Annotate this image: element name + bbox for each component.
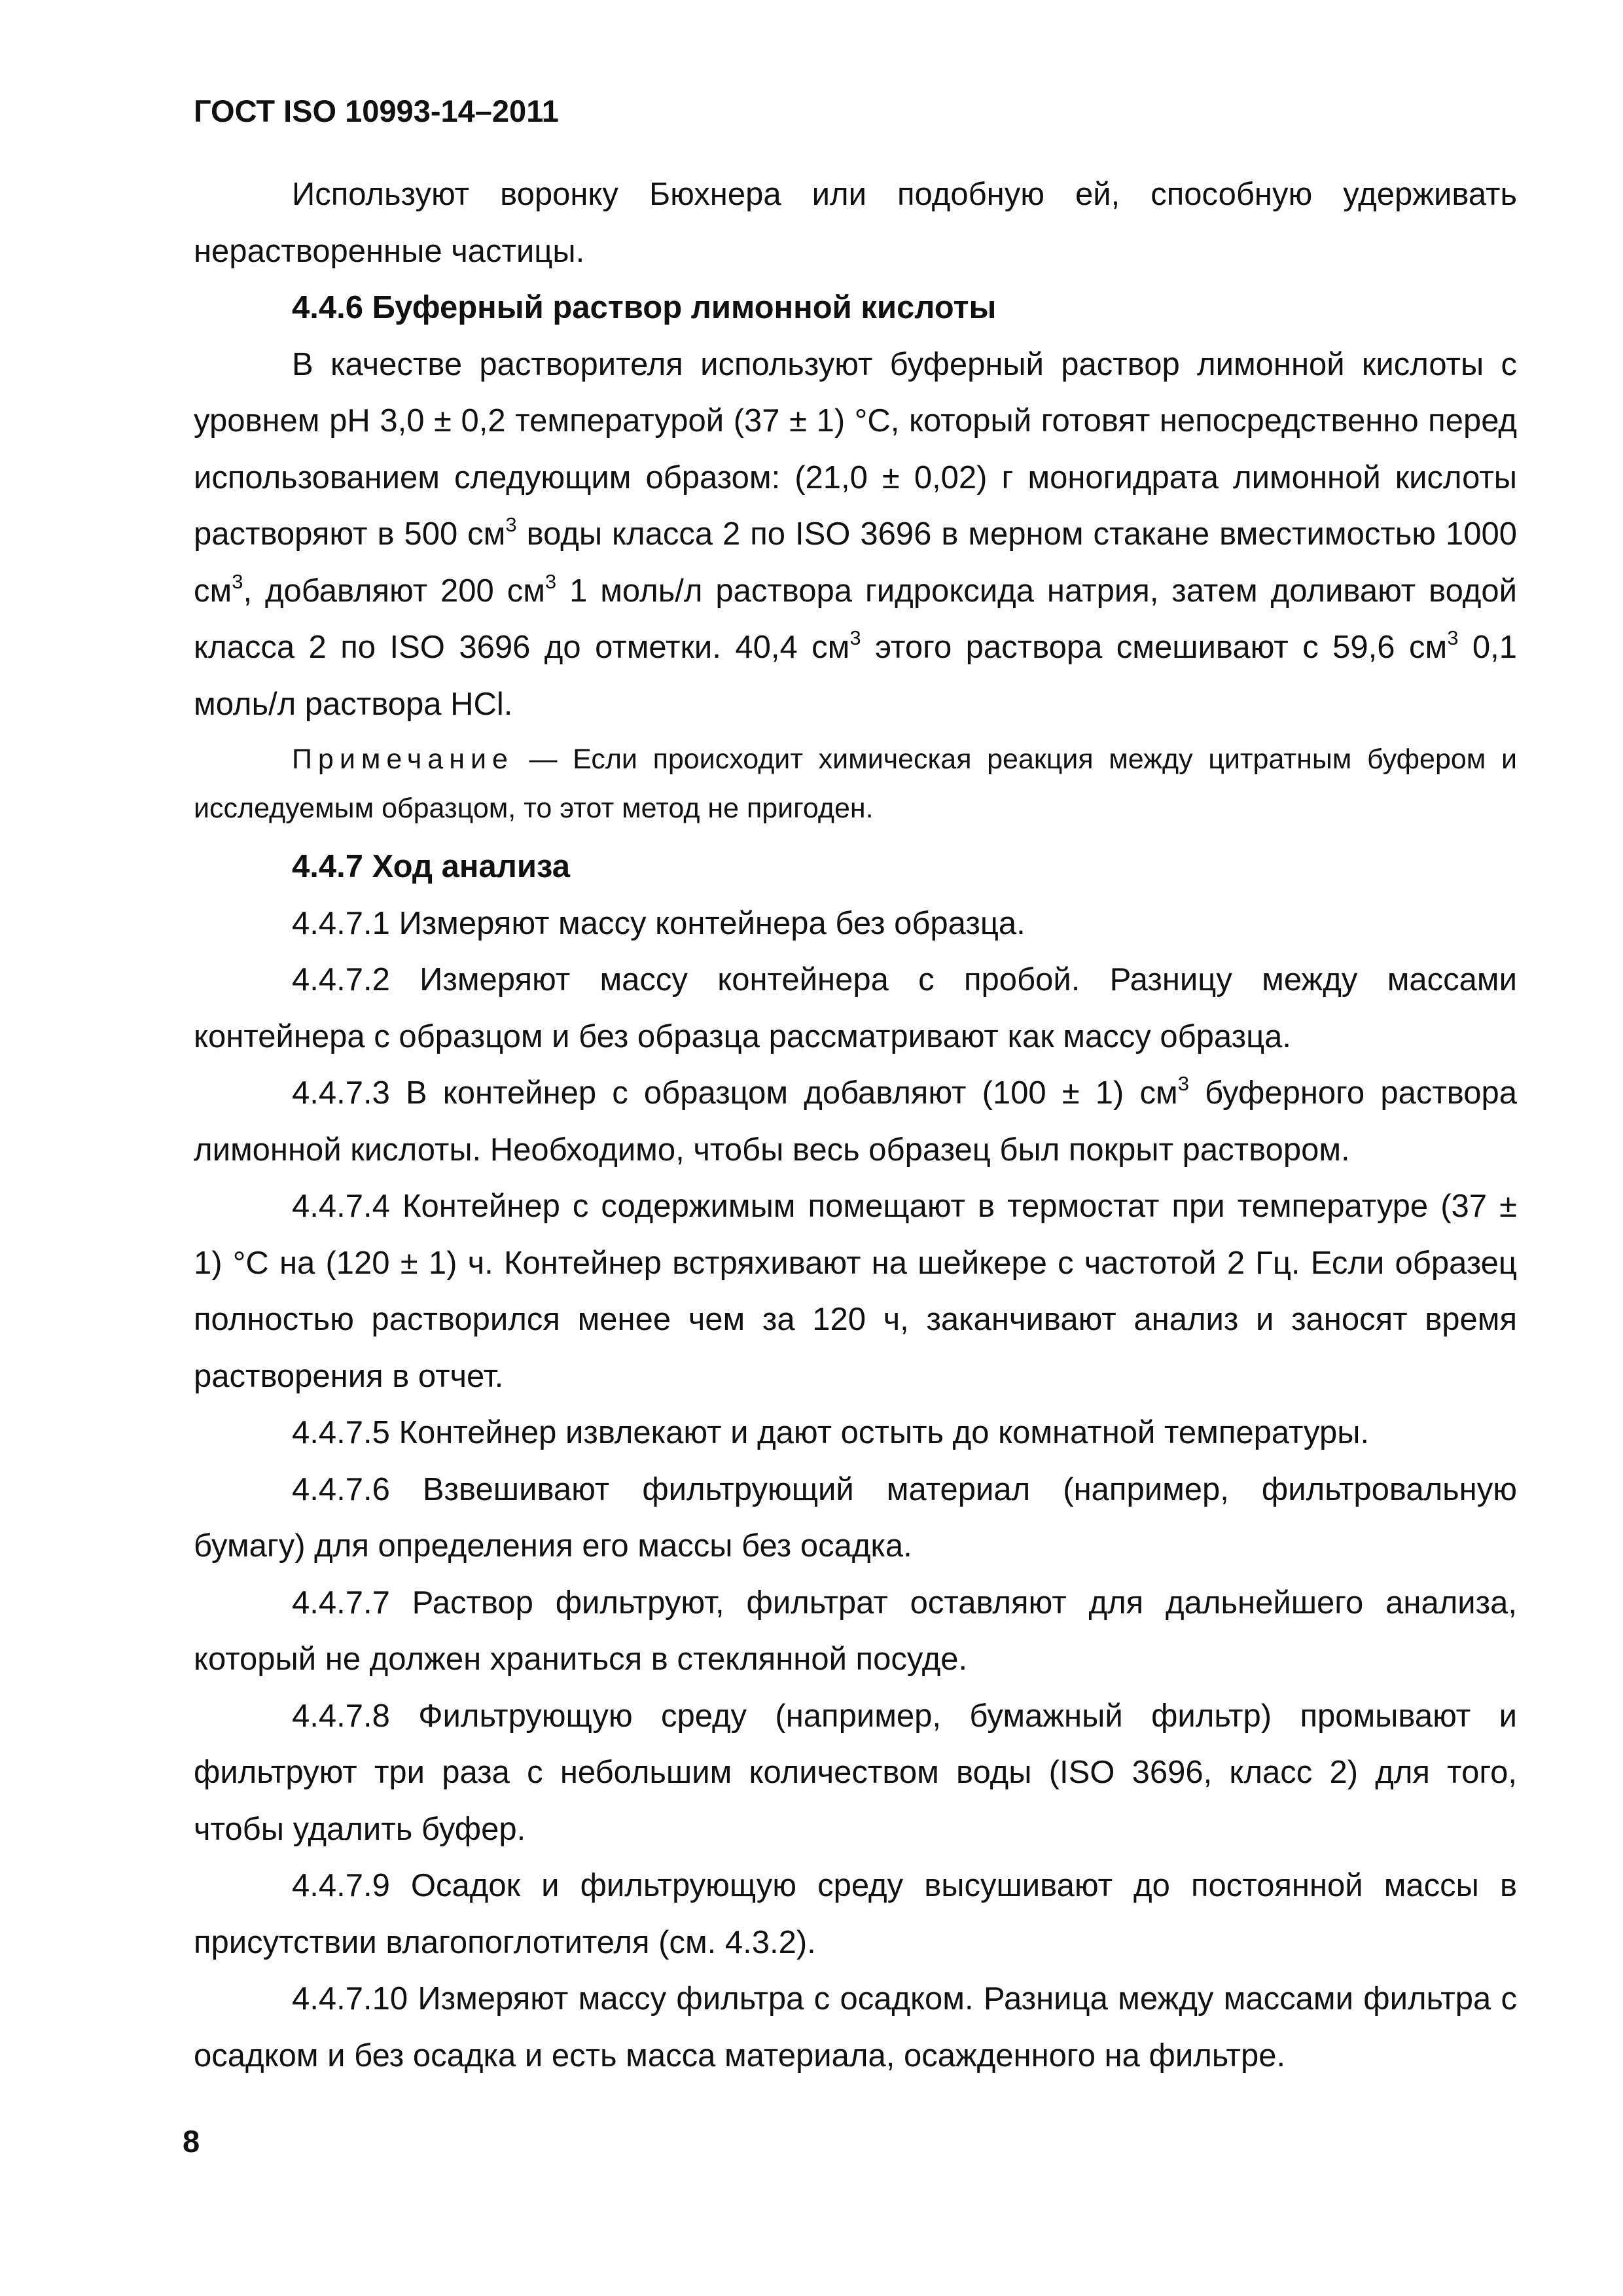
document-header: ГОСТ ISO 10993-14–2011 bbox=[194, 94, 559, 128]
paragraph-text: , добавляют 200 см bbox=[243, 573, 545, 609]
paragraph-text: воды класса 2 по ISO 3696 в мерном стакане вместимостью 1000 см bbox=[194, 516, 1517, 609]
paragraph-4-4-6 bbox=[194, 336, 1517, 733]
superscript: 3 bbox=[232, 569, 243, 593]
paragraph-4-4-7-5: 4.4.7.5 Контейнер извлекают и дают остыть до комнатной температуры. bbox=[292, 1415, 1370, 1450]
note-text: — Если происходит химическая реакция между цитратным буфером и исследуемым образцом, то этот метод не пригоден. bbox=[194, 744, 1517, 824]
superscript: 3 bbox=[1447, 626, 1459, 649]
paragraph-4-4-7-9: 4.4.7.9 Осадок и фильтрующую среду высушивают до постоянной массы в присутствии влагопоглотителя (см. 4.3.2). bbox=[194, 1868, 1517, 1960]
paragraph-4-4-7-3 bbox=[194, 1065, 1517, 1178]
paragraph-intro: Используют воронку Бюхнера или подобную ей, способную удерживать нерастворенные частицы. bbox=[194, 177, 1517, 269]
paragraph-4-4-7-8: 4.4.7.8 Фильтрующую среду (например, бумажный фильтр) промывают и фильтруют три раза с небольшим количеством воды (ISO 3696, класс 2) для того, чтобы удалить буфер. bbox=[194, 1698, 1517, 1847]
superscript: 3 bbox=[849, 626, 861, 649]
document-body bbox=[194, 166, 1517, 2084]
superscript: 3 bbox=[505, 513, 517, 536]
section-heading-4-4-7: 4.4.7 Ход анализа bbox=[292, 849, 570, 884]
paragraph-text: 0,1 моль/л раствора HCl. bbox=[194, 630, 1518, 722]
paragraph-4-4-7-6: 4.4.7.6 Взвешивают фильтрующий материал (например, фильтровальную бумагу) для определения его массы без осадка. bbox=[194, 1471, 1517, 1564]
paragraph-4-4-7-10: 4.4.7.10 Измеряют массу фильтра с осадком. Разница между массами фильтра с осадком и без осадка и есть масса материала, осажденного на фильтре. bbox=[194, 1981, 1517, 2073]
paragraph-text: буферного раствора лимонной кислоты. Необходимо, чтобы весь образец был покрыт раствором. bbox=[194, 1075, 1517, 1168]
page-number: 8 bbox=[183, 2124, 200, 2159]
paragraph-4-4-7-7: 4.4.7.7 Раствор фильтруют, фильтрат оставляют для дальнейшего анализа, который не должен храниться в стеклянной посуде. bbox=[194, 1585, 1517, 1677]
paragraph-4-4-7-2: 4.4.7.2 Измеряют массу контейнера с пробой. Разницу между массами контейнера с образцом и без образца рассматривают как массу образца. bbox=[194, 962, 1517, 1054]
paragraph-4-4-7-4: 4.4.7.4 Контейнер с содержимым помещают в термостат при температуре (37 ± 1) °С на (120 ± 1) ч. Контейнер встряхивают на шейкере с частотой 2 Гц. Если образец полностью растворился менее чем за 120 ч, заканчивают анализ и заносят время растворения в отчет. bbox=[194, 1189, 1517, 1394]
paragraph-4-4-7-1: 4.4.7.1 Измеряют массу контейнера без образца. bbox=[292, 905, 1026, 941]
paragraph-text: В качестве растворителя используют буферный раствор лимонной кислоты с уровнем pH 3,0 ± 0,2 температурой (37 ± 1) °С, который готовят непосредственно перед использованием следующим образом: (21,0 ± 0,02) г моногидрата лимонной кислоты растворяют в 500 см bbox=[194, 346, 1517, 552]
paragraph-text: 4.4.7.3 В контейнер с образцом добавляют (100 ± 1) см bbox=[292, 1075, 1178, 1111]
superscript: 3 bbox=[1177, 1072, 1189, 1095]
superscript: 3 bbox=[544, 569, 557, 593]
note bbox=[194, 735, 1517, 833]
section-heading-4-4-6: 4.4.6 Буферный раствор лимонной кислоты bbox=[292, 290, 997, 325]
paragraph-text: 1 моль/л раствора гидроксида натрия, затем доливают водой класса 2 по ISO 3696 до отметки. 40,4 см bbox=[194, 573, 1517, 665]
note-label: Примечание bbox=[292, 744, 514, 775]
paragraph-text: этого раствора смешивают с 59,6 см bbox=[861, 630, 1448, 665]
